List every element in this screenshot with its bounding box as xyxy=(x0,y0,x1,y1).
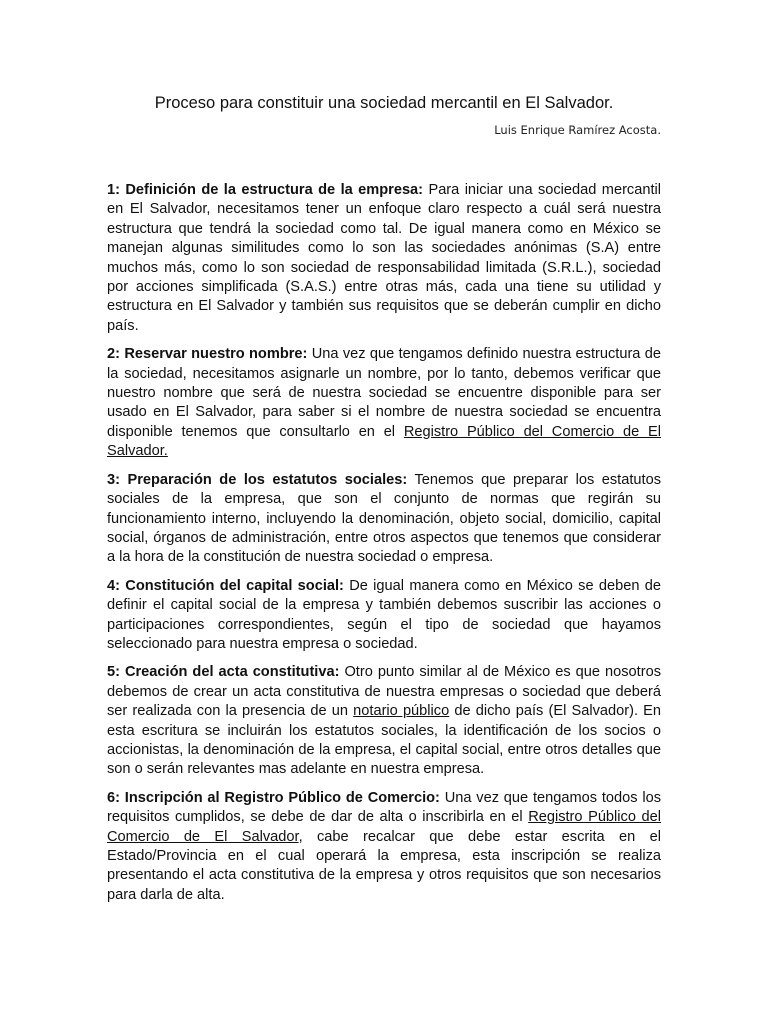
section-5-paragraph xyxy=(107,663,661,779)
notario-publico-link[interactable]: notario público xyxy=(353,703,450,720)
section-6-paragraph xyxy=(107,789,661,905)
section-3-heading: 3: Preparación de los estatutos sociales: xyxy=(107,471,408,488)
document-author: Luis Enrique Ramírez Acosta. xyxy=(494,123,661,137)
document-body xyxy=(107,181,661,914)
section-1-paragraph xyxy=(107,181,661,336)
section-1-text: Para iniciar una sociedad mercantil en El Salvador, necesitamos tener un enfoque claro respecto a cuál será nuestra estructura que tendrá la sociedad como tal. De igual manera como en México se manejan algunas similitudes como lo son las sociedades anónimas (S.A) entre muchos más, como lo son sociedad de responsabilidad limitada (S.R.L.), sociedad por acciones simplificada (S.A.S.) entre otras más, cada una tiene su utilidad y estructura en El Salvador y también sus requisitos que se deberán cumplir en dicho país. xyxy=(107,182,661,334)
section-2-text: Una vez que tengamos definido nuestra estructura de la sociedad, necesitamos asignarle un nombre, por lo tanto, debemos verificar que nuestro nombre que será de nuestra sociedad se encuentre disponible para ser usado en El Salvador, para saber si el nombre de nuestra sociedad se encuentra disponible tenemos que consultarlo en el xyxy=(107,346,661,440)
section-3-text: Tenemos que preparar los estatutos sociales de la empresa, que son el conjunto de normas que regirán su funcionamiento interno, incluyendo la denominación, objeto social, domicilio, capital social, órganos de administración, entre otros aspectos que tenemos que considerar a la hora de la constitución de nuestra sociedad o empresa. xyxy=(107,471,661,566)
section-6-text-after: , cabe recalcar que debe estar escrita en el Estado/Provincia en el cual operará la empresa, esta inscripción se realiza presentando el acta constitutiva de la empresa y otros requisitos que son necesarios para darla de alta. xyxy=(107,828,661,903)
registro-publico-comercio-link[interactable]: Registro Público del Comercio de El Salvador xyxy=(107,809,661,845)
section-3-paragraph xyxy=(107,471,661,568)
section-6-heading: 6: Inscripción al Registro Público de Comercio: xyxy=(107,789,440,806)
document-title: Proceso para constituir una sociedad mercantil en El Salvador. xyxy=(154,94,614,112)
section-4-paragraph xyxy=(107,577,661,655)
section-5-text-before: Otro punto similar al de México es que nosotros debemos de crear un acta constitutiva de nuestra empresas o sociedad que deberá ser realizada con la presencia de un xyxy=(107,664,661,720)
section-1-heading: 1: Definición de la estructura de la empresa: xyxy=(107,182,424,198)
section-4-text: De igual manera como en México se deben de definir el capital social de la empresa y también debemos suscribir las acciones o participaciones correspondientes, según el tipo de sociedad que hayamos seleccionado para nuestra empresa o sociedad. xyxy=(107,577,661,652)
section-2-heading: 2: Reservar nuestro nombre: xyxy=(107,346,308,363)
section-5-text-after: de dicho país (El Salvador). En esta escritura se incluirán los estatutos sociales, la identificación de los socios o accionistas, la denominación de la empresa, el capital social, entre otros detalles que son o serán relevantes mas adelante en nuestra empresa. xyxy=(107,703,661,778)
section-5-heading: 5: Creación del acta constitutiva: xyxy=(107,664,340,681)
section-4-heading: 4: Constitución del capital social: xyxy=(107,577,344,594)
section-6-text-before: Una vez que tengamos todos los requisitos cumplidos, se debe de dar de alta o inscribirla en el xyxy=(107,789,661,826)
registro-publico-link[interactable]: Registro Público del Comercio de El Salvador. xyxy=(107,423,662,460)
section-2-paragraph xyxy=(107,345,661,461)
